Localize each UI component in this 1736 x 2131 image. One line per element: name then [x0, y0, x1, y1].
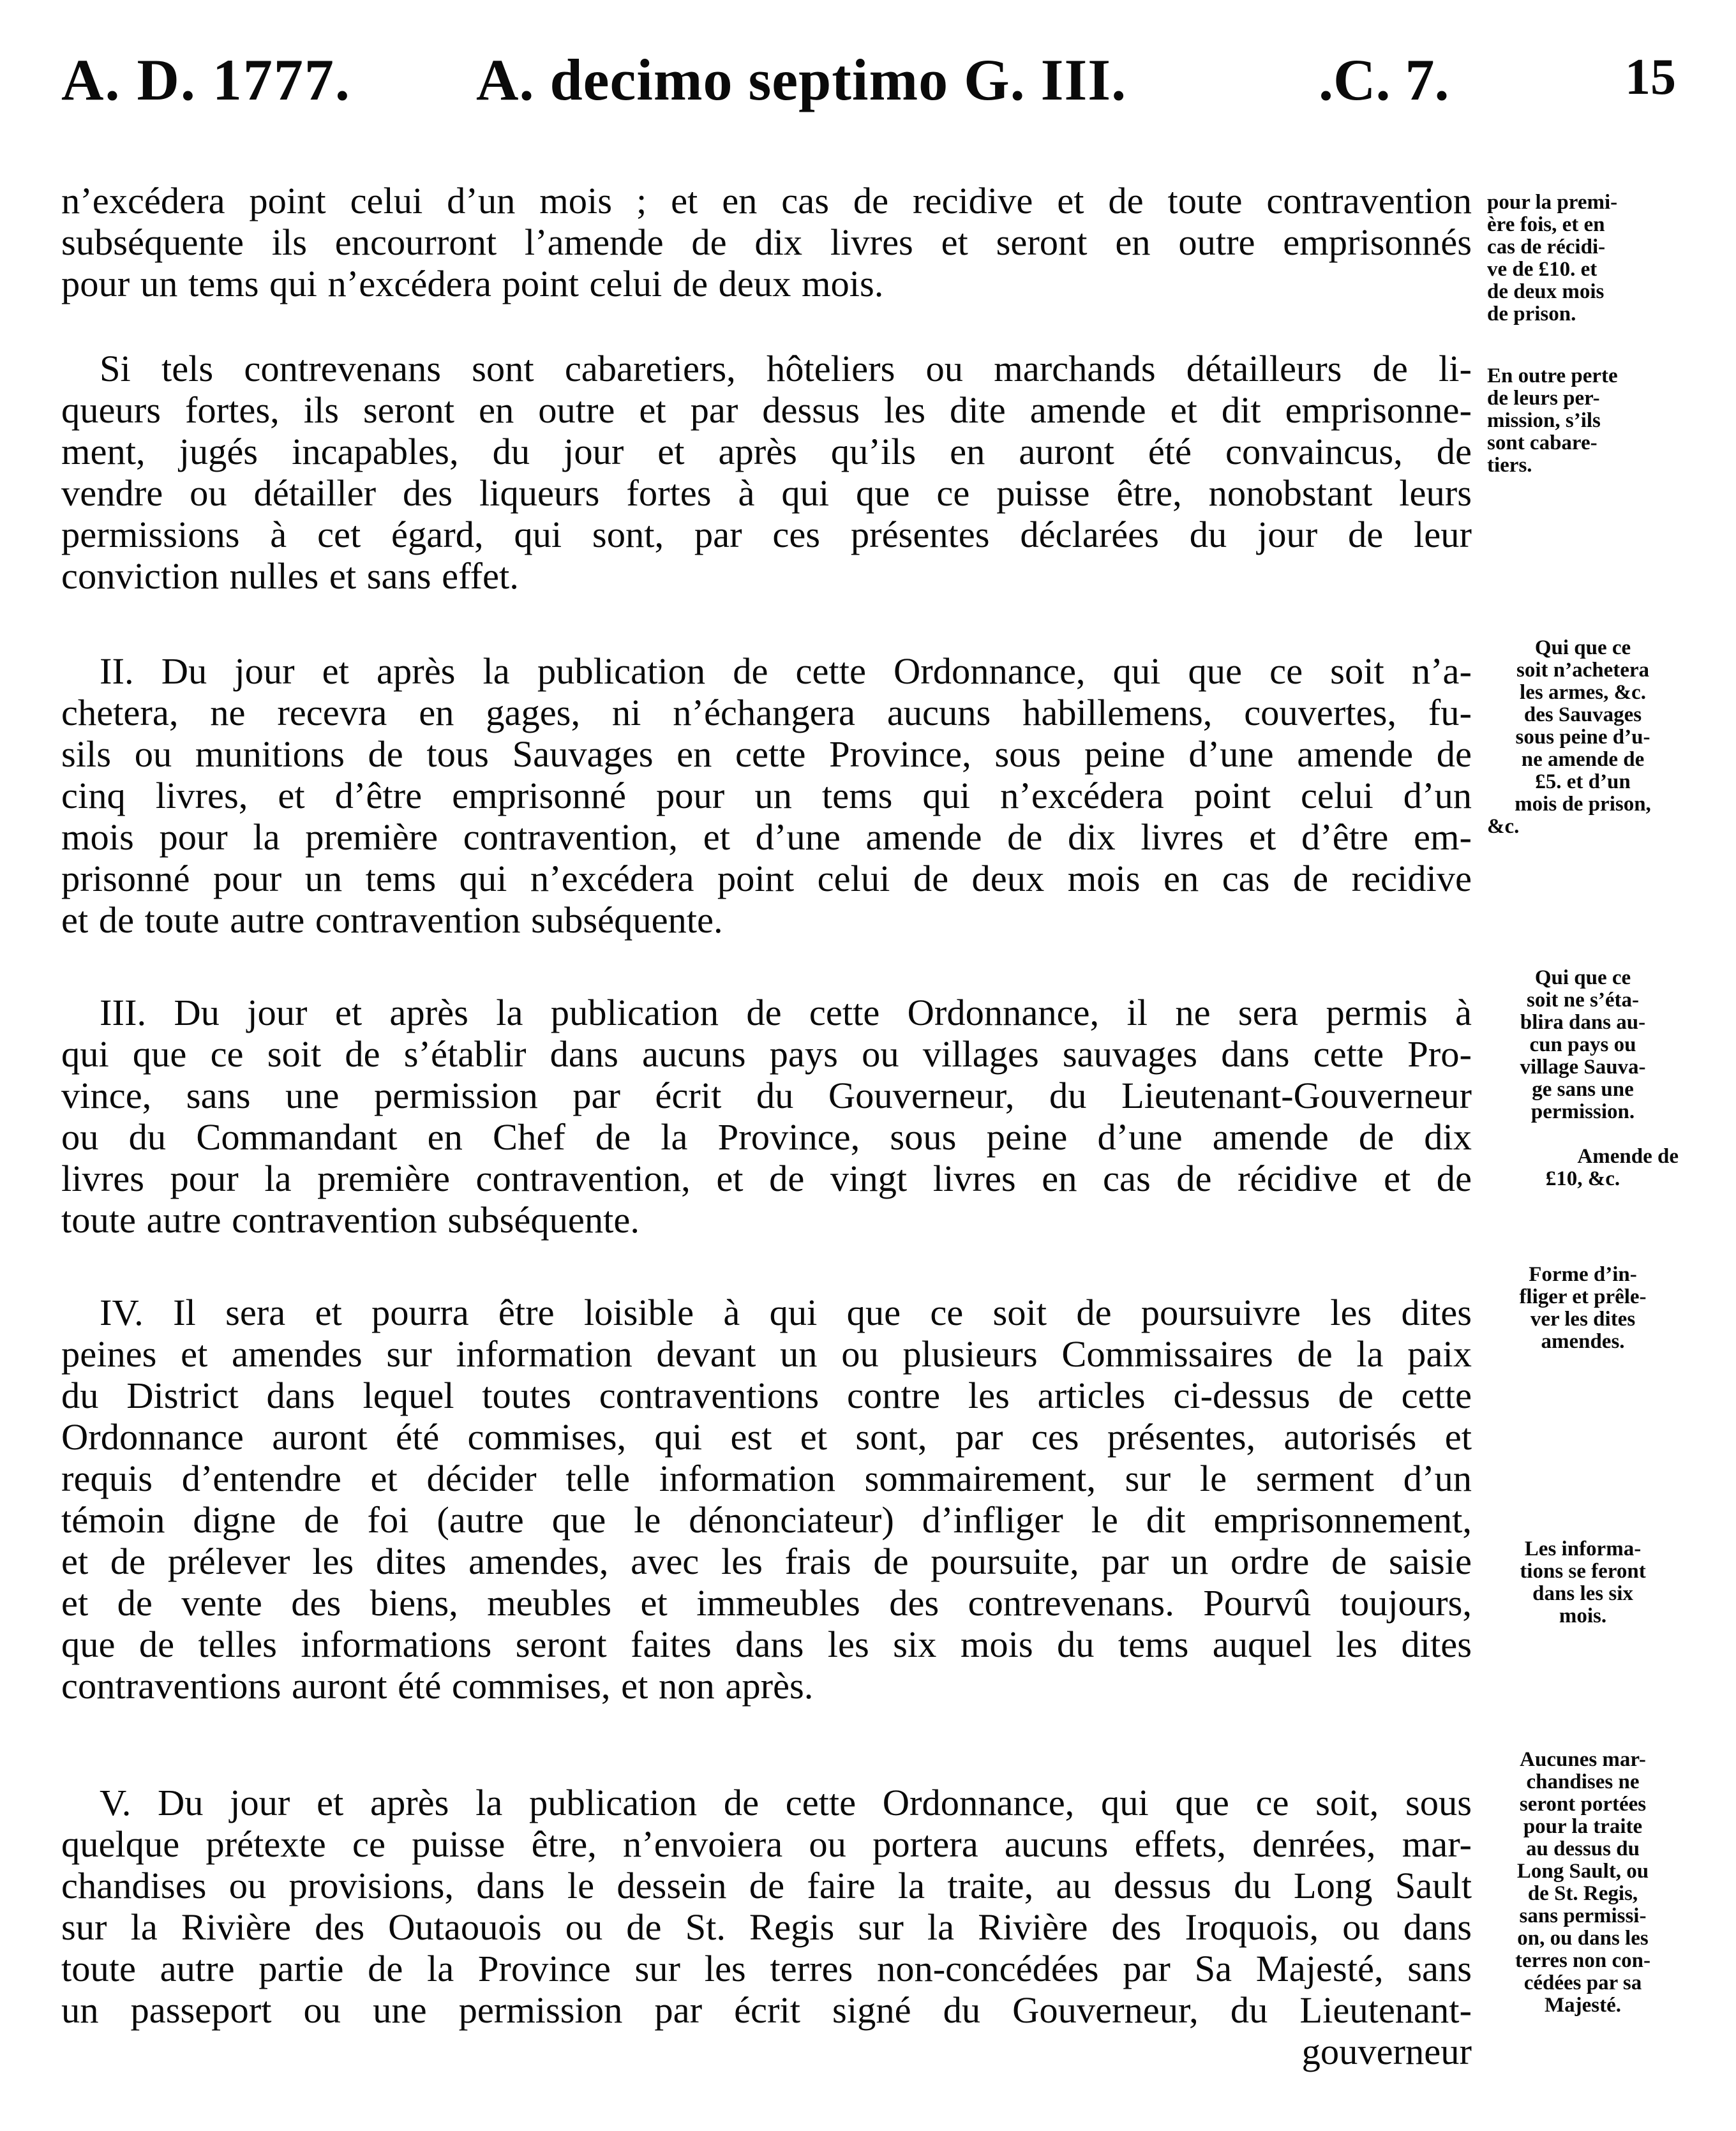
margin-line: les armes, &c.: [1520, 681, 1646, 704]
margin-line: Aucunes mar-: [1520, 1748, 1646, 1771]
margin-note-4: [1487, 967, 1679, 1123]
margin-line: permission.: [1530, 1100, 1635, 1123]
text-line: subséquente ils encourront l’amende de dix livres et seront en outre emprisonnés: [61, 221, 1472, 263]
text-line: mois pour la première contravention, et d’une amende de dix livres et d’être em-: [61, 816, 1472, 858]
text-line: requis d’entendre et décider telle information sommairement, sur le serment d’un: [61, 1458, 1472, 1499]
text-line: quelque prétexte ce puisse être, n’envoiera ou portera aucuns effets, denrées, mar-: [61, 1823, 1472, 1865]
margin-line: de St. Regis,: [1527, 1882, 1638, 1905]
text-line: sils ou munitions de tous Sauvages en cette Province, sous peine d’une amende de: [61, 733, 1472, 775]
margin-line: on, ou dans les: [1517, 1927, 1649, 1950]
text-line: et de prélever les dites amendes, avec les frais de poursuite, par un ordre de saisie: [61, 1541, 1472, 1582]
text-line: II. Du jour et après la publication de cette Ordonnance, qui que ce soit n’a-: [100, 650, 1472, 692]
margin-line: sous peine d’u-: [1515, 726, 1650, 749]
text-line: ment, jugés incapables, du jour et après qu’ils en auront été convaincus, de: [61, 431, 1472, 472]
paragraph-2: [61, 348, 1472, 597]
text-line: un passeport ou une permission par écrit signé du Gouverneur, du Lieutenant-: [61, 1989, 1472, 2031]
text-line: ou du Commandant en Chef de la Province, sous peine d’une amende de dix: [61, 1116, 1472, 1158]
margin-line: cas de récidi-: [1487, 236, 1606, 258]
margin-line: ver les dites: [1530, 1308, 1636, 1331]
text-line: V. Du jour et après la publication de cette Ordonnance, qui que ce soit, sous: [100, 1782, 1472, 1823]
margin-line: de leurs per-: [1487, 387, 1600, 410]
text-line: Ordonnance auront été commises, qui est et sont, par ces présentes, autorisés et: [61, 1416, 1472, 1458]
text-line: Si tels contrevenans sont cabaretiers, hôteliers ou marchands détailleurs de li-: [100, 348, 1472, 389]
margin-line: chandises ne: [1526, 1770, 1640, 1793]
margin-line: mission, s’ils: [1487, 409, 1601, 432]
margin-line: ge sans une: [1532, 1078, 1634, 1101]
text-line: III. Du jour et après la publication de cette Ordonnance, il ne sera permis à: [100, 992, 1472, 1033]
margin-line: amendes.: [1541, 1330, 1625, 1353]
text-line: témoin digne de foi (autre que le dénonciateur) d’infliger le dit emprisonnement,: [61, 1499, 1472, 1541]
catchword: gouverneur: [1301, 2031, 1472, 2072]
margin-line: ère fois, et en: [1487, 213, 1605, 236]
margin-line: tiers.: [1487, 454, 1532, 477]
text-line: chandises ou provisions, dans le dessein de faire la traite, au dessus du Long Sault: [61, 1865, 1472, 1906]
text-line: pour un tems qui n’excédera point celui de deux mois.: [61, 263, 884, 304]
margin-line: pour la premi-: [1487, 191, 1618, 214]
header-chapter: .C. 7.: [1319, 47, 1449, 112]
text-line: et de vente des biens, meubles et immeubles des contrevenans. Pourvû toujours,: [61, 1582, 1472, 1624]
margin-line: Amende de: [1577, 1145, 1679, 1168]
text-line: peines et amendes sur information devant un ou plusieurs Commissaires de la paix: [61, 1333, 1472, 1375]
text-line: cinq livres, et d’être emprisonné pour un tems qui n’excédera point celui d’un: [61, 775, 1472, 816]
margin-line: ve de £10. et: [1487, 258, 1598, 281]
text-line: conviction nulles et sans effet.: [61, 555, 519, 597]
margin-line: des Sauvages: [1523, 703, 1642, 726]
margin-line: mois.: [1559, 1604, 1607, 1627]
text-line: contraventions auront été commises, et non après.: [61, 1665, 814, 1707]
paragraph-article-4: [61, 1292, 1472, 1707]
margin-line: village Sauva-: [1520, 1056, 1646, 1079]
margin-line: dans les six: [1532, 1582, 1633, 1605]
text-line: du District dans lequel toutes contraventions contre les articles ci-dessus de cette: [61, 1375, 1472, 1416]
margin-line: terres non con-: [1515, 1949, 1651, 1972]
text-line: sur la Rivière des Outaouois ou de St. Regis sur la Rivière des Iroquois, ou dans: [61, 1906, 1472, 1948]
text-line: que de telles informations seront faites dans les six mois du tems auquel les dites: [61, 1624, 1472, 1665]
margin-line: &c.: [1487, 815, 1520, 838]
text-line: chetera, ne recevra en gages, ni n’échangera aucuns habillemens, couvertes, fu-: [61, 692, 1472, 733]
text-line: toute autre partie de la Province sur les terres non-concédées par Sa Majesté, sans: [61, 1948, 1472, 1989]
text-line: vendre ou détailler des liqueurs fortes à qui que ce puisse être, nonobstant leurs: [61, 472, 1472, 514]
margin-line: Les informa-: [1524, 1537, 1642, 1560]
page-number: 15: [1625, 49, 1676, 105]
paragraph-article-2: [61, 650, 1472, 941]
margin-line: Qui que ce: [1534, 636, 1631, 659]
margin-line: Forme d’in-: [1529, 1263, 1637, 1286]
margin-line: cun pays ou: [1529, 1033, 1636, 1056]
text-line: livres pour la première contravention, et de vingt livres en cas de récidive et de: [61, 1158, 1472, 1199]
text-line: queurs fortes, ils seront en outre et par dessus les dite amende et dit emprisonne-: [61, 389, 1472, 431]
margin-line: £5. et d’un: [1535, 770, 1631, 793]
header-reign: A. decimo septimo G. III.: [476, 47, 1127, 112]
margin-line: de prison.: [1487, 303, 1576, 325]
text-line: IV. Il sera et pourra être loisible à qui que ce soit de poursuivre les dites: [100, 1292, 1472, 1333]
margin-line: au dessus du: [1526, 1837, 1640, 1860]
margin-line: soit n’achetera: [1516, 659, 1650, 682]
running-header: [61, 46, 1676, 123]
margin-line: seront portées: [1519, 1793, 1647, 1816]
text-line: vince, sans une permission par écrit du Gouverneur, du Lieutenant-Gouverneur: [61, 1075, 1472, 1116]
paragraph-1: [61, 180, 1472, 304]
text-line: toute autre contravention subséquente.: [61, 1199, 640, 1241]
margin-line: Majesté.: [1544, 1994, 1621, 2017]
margin-line: mois de prison,: [1515, 793, 1651, 816]
margin-line: Long Sault, ou: [1516, 1860, 1649, 1883]
margin-note-3: [1487, 637, 1679, 838]
margin-line: fliger et prêle-: [1519, 1285, 1647, 1308]
margin-note-7: [1487, 1538, 1679, 1627]
margin-line: ne amende de: [1521, 748, 1645, 771]
text-line: et de toute autre contravention subséquente.: [61, 899, 723, 941]
paragraph-article-3: [61, 992, 1472, 1241]
margin-note-1: [1487, 191, 1685, 325]
margin-note-5: [1487, 1146, 1679, 1190]
paragraph-article-5: [61, 1782, 1472, 2072]
header-date: A. D. 1777.: [61, 47, 351, 112]
margin-note-2: [1487, 365, 1685, 477]
text-line: n’excédera point celui d’un mois ; et en cas de recidive et de toute contravention: [61, 180, 1472, 221]
text-line: prisonné pour un tems qui n’excédera point celui de deux mois en cas de recidive: [61, 858, 1472, 899]
margin-note-8: [1487, 1749, 1679, 2017]
main-text-column: [61, 180, 1472, 2072]
margin-line: soit ne s’éta-: [1527, 989, 1639, 1012]
margin-line: de deux mois: [1487, 280, 1605, 303]
margin-line: pour la traite: [1523, 1815, 1643, 1838]
margin-line: £10, &c.: [1545, 1167, 1620, 1190]
margin-line: sont cabare-: [1487, 431, 1598, 454]
margin-line: Qui que ce: [1534, 966, 1631, 989]
text-line: permissions à cet égard, qui sont, par ces présentes déclarées du jour de leur: [61, 514, 1472, 555]
margin-line: cédées par sa: [1523, 1971, 1642, 1994]
margin-line: sans permissi-: [1519, 1904, 1647, 1927]
margin-line: En outre perte: [1487, 364, 1618, 387]
margin-line: blira dans au-: [1520, 1011, 1646, 1034]
text-line: qui que ce soit de s’établir dans aucuns pays ou villages sauvages dans cette Pro-: [61, 1033, 1472, 1075]
margin-line: tions se feront: [1520, 1560, 1646, 1583]
margin-note-6: [1487, 1264, 1679, 1353]
